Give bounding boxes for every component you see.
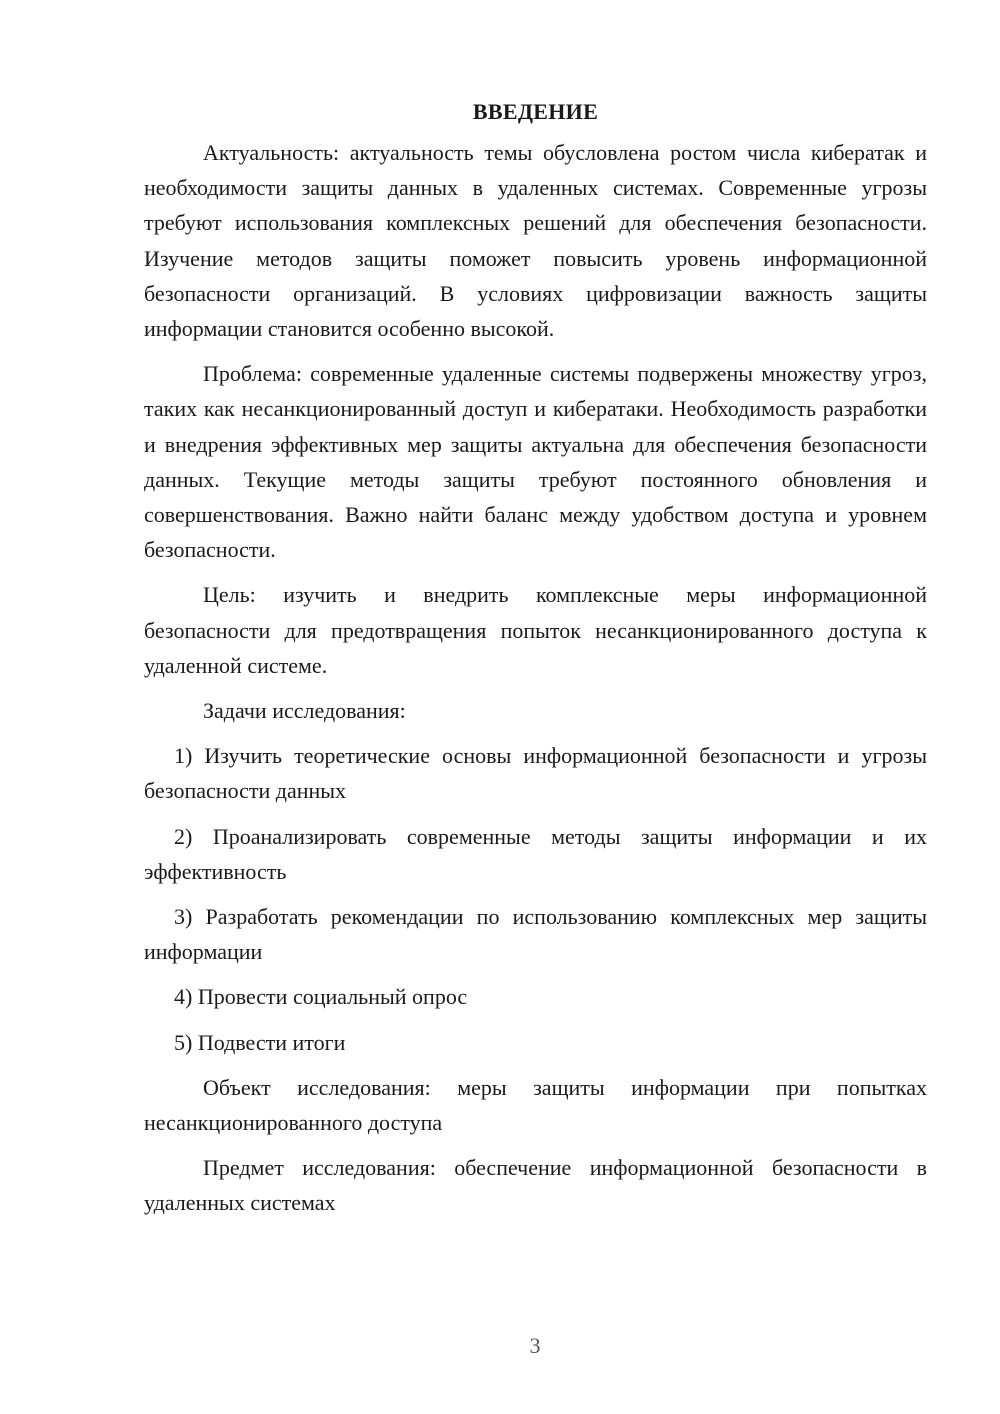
object-paragraph: Объект исследования: меры защиты информации при попытках несанкционированного доступа: [144, 1074, 927, 1136]
document-page: [144, 95, 927, 1221]
subject-paragraph: Предмет исследования: обеспечение информационной безопасности в удаленных системах: [144, 1155, 927, 1216]
problem-paragraph: Проблема: современные удаленные системы подвержены множеству угроз, таких как несанкционированный доступ и кибератаки. Необходимость разработки и внедрения эффективных мер защиты актуальна для обеспечения безопасности данных. Текущие методы защиты требуют постоянного обновления и совершенствования. Важно найти баланс между удобством доступа и уровнем безопасности.: [144, 361, 927, 563]
goal-paragraph: Цель: изучить и внедрить комплексные меры информационной безопасности для предотвращения попыток несанкционированного доступа к удаленной системе.: [144, 582, 927, 678]
task-item-1: 1) Изучить теоретические основы информационной безопасности и угрозы безопасности данных: [144, 743, 927, 804]
task-item-5: 5) Подвести итоги: [174, 1029, 346, 1055]
task-item-2: 2) Проанализировать современные методы защиты информации и их эффективность: [144, 823, 927, 884]
page-number: 3: [529, 1333, 541, 1358]
task-item-3: 3) Разработать рекомендации по использованию комплексных мер защиты информации: [144, 904, 927, 965]
task-item-4: 4) Провести социальный опрос: [174, 984, 468, 1010]
actuality-paragraph: Актуальность: актуальность темы обусловлена ростом числа кибератак и необходимости защиты данных в удаленных системах. Современные угрозы требуют использования комплексных решений для обеспечения безопасности. Изучение методов защиты поможет повысить уровень информационной безопасности организаций. В условиях цифровизации важность защиты информации становится особенно высокой.: [144, 140, 927, 342]
tasks-heading: Задачи исследования:: [203, 698, 406, 724]
page-title: ВВЕДЕНИЕ: [472, 99, 599, 124]
